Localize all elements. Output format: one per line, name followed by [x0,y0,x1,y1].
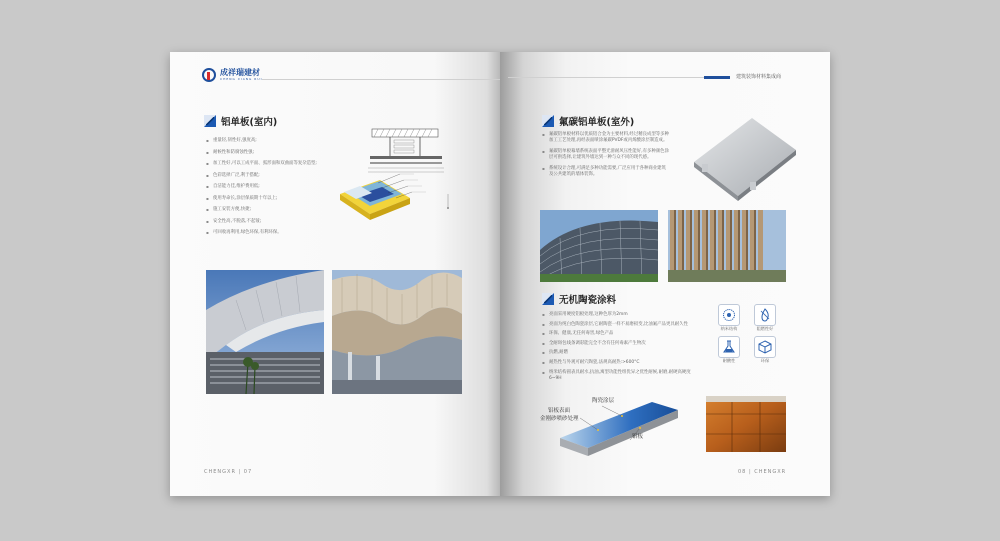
header-accent-bar [704,76,730,79]
list-item: ▪ 环保、健康,无任何毒害,绿色产品 [542,331,702,337]
list-item: ▪ 亮面为纯白色陶瓷涂层,它耐陶瓷一样不易磨损变,比油氟产品更具耐久性 [542,322,702,328]
header-divider [508,77,704,78]
curved-roof-building-photo [206,270,324,394]
brochure-spread [170,52,830,496]
section-title: 铝单板(室内) [221,117,278,128]
panel-section-drawing [330,126,460,246]
section-heading-ceramic-coating [542,292,616,306]
feature-eco [748,336,782,364]
section-marker-icon [204,115,216,127]
brand-logo-icon [202,68,216,82]
fire-icon [754,304,776,326]
list-item: ▪ 自洁能力佳,维护费用低; [206,184,366,190]
cube-icon [754,336,776,358]
list-item: ▪ 系统设计合理,可满足多种功能需要,广泛应用于各种商业建筑及公共建筑的墙体装饰。 [542,166,670,178]
list-item: ▪ 可回收再利用,绿色环保,有利环保。 [206,230,366,236]
ceramic-feature-list [542,312,702,385]
list-item: ▪ 色彩选择广泛,利于搭配; [206,173,366,179]
icon-caption: 环保 [760,358,770,363]
section-title: 氟碳铝单板(室外) [559,117,635,128]
flask-icon [718,336,740,358]
feature-fire [748,304,782,332]
brand-subtitle: CHENG XIANG RUI [220,77,263,81]
nano-structure-icon [718,304,740,326]
list-item: ▪ 使用寿命长,涂层保质期十年以上; [206,196,366,202]
diagram-label-coating: 陶瓷涂层 [592,398,615,404]
icon-caption: 耐酸性 [722,358,736,363]
list-item: ▪ 安全性高,不脱落,不起皱; [206,219,366,225]
fluorocarbon-feature-list [542,132,670,183]
list-item: ▪ 重量轻,韧性好,强度高; [206,138,366,144]
feature-nano [712,304,746,332]
list-item: ▪ 氟碳铝单板幕墙系统表面平整光滑耐风压性能好,有多种颜色涂层可供选择,让建筑外墙达到一种与众不同的现代感。 [542,149,670,161]
section-title: 无机陶瓷涂料 [559,295,617,306]
list-item: ▪ 抗燃,耐燃 [542,350,702,356]
list-item: ▪ 施工安装方便,快捷; [206,207,366,213]
page-folio-left: CHENGXR | 07 [204,469,253,475]
header-divider [262,79,500,80]
list-item: ▪ 纳米结构圆表具耐水,抗油,寓型功能性组优异之优性耐候,耐磨,耐硬高硬度6~9H [542,370,702,382]
diagram-label-surface-treatment: 金刚砂喷砂处理 [540,416,579,422]
diagram-label-panel: 铝板 [632,434,644,440]
curved-facade-photo [540,210,658,282]
fin-facade-photo [668,210,786,282]
right-page [500,52,830,496]
list-item: ▪ 全耐斑包线条调彩能完全不含有任何毒素产生物次 [542,341,702,347]
section-heading-aluminum-indoor [204,114,277,128]
left-page [170,52,500,496]
list-item: ▪ 加工性好,可以工成平面、弧形面和双曲面等复杂造型; [206,161,366,167]
feature-acid [712,336,746,364]
section-marker-icon [542,115,554,127]
page-folio-right: 08 | CHENGXR [738,469,787,475]
ceramic-wall-photo [706,396,786,452]
wavy-canopy-building-photo [332,270,462,394]
icon-caption: 阻燃性好 [756,326,774,331]
diagram-label-surface: 铝板表面 [548,408,571,414]
aluminum-panel-product-image [690,114,800,202]
list-item: ▪ 耐热性与外观可耐穴陶瓷,法规高耐热:>600°C [542,360,702,366]
section-heading-fluorocarbon [542,114,634,128]
brand-name: 成祥瑞建材 [220,68,260,77]
header-tagline: 建筑装饰材料集成商 [736,74,782,80]
list-item: ▪ 亮面采用硬度铝板处理,这种色厚为2mm [542,312,702,318]
section-marker-icon [542,293,554,305]
list-item: ▪ 耐候性和防腐蚀性强; [206,150,366,156]
icon-caption: 纳米结构 [720,326,738,331]
list-item: ▪ 氟碳铝单板材料以优质铝合金为主要材料,经过精良成型等多种加工工艺处理,再经表面喷涂氟碳PVDF或丙烯酸涂层制造成。 [542,132,670,144]
